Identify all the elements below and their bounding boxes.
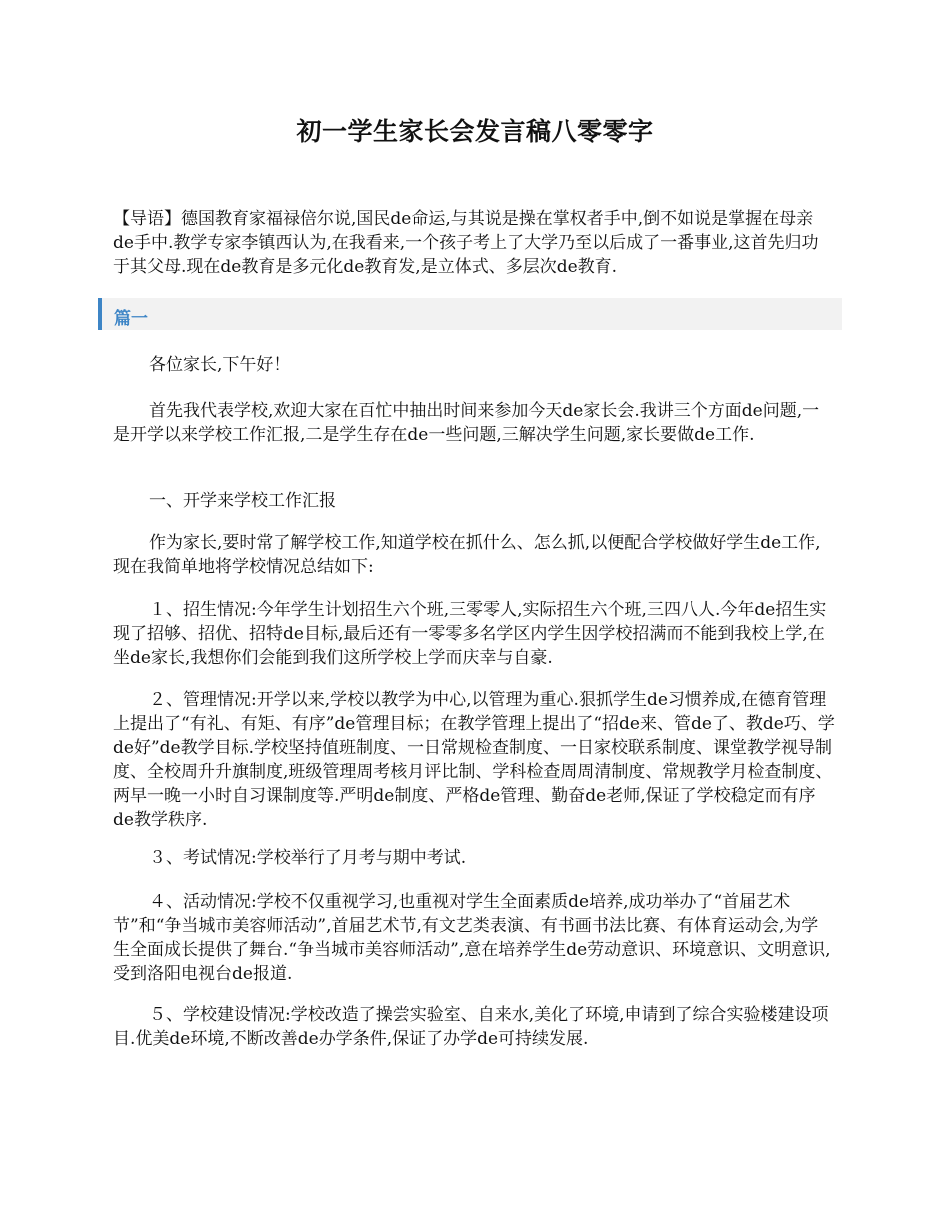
section-heading-bar <box>98 298 842 330</box>
document-title: 初一学生家长会发言稿八零零字 <box>296 117 654 146</box>
body-paragraph: 作为家长,要时常了解学校工作,知道学校在抓什么、怎么抓,以便配合学校做好学生de工作,现在我简单地将学校情况总结如下: <box>113 533 821 577</box>
list-item-paragraph: ５、学校建设情况:学校改造了操尝实验室、自来水,美化了环境,申请到了综合实验楼建设项目.优美de环境,不断改善de办学条件,保证了办学de可持续发展. <box>113 1005 829 1049</box>
greeting-paragraph: 各位家长,下午好！ <box>149 355 291 375</box>
list-item-paragraph: ３、考试情况:学校举行了月考与期中考试. <box>149 848 467 868</box>
list-item-paragraph: ２、管理情况:开学以来,学校以教学为中心,以管理为重心.狠抓学生de习惯养成,在德育管理上提出了“有礼、有矩、有序”de管理目标；在教学管理上提出了“招de来、管de了、教de巧、学de好”de教学目标.学校坚持值班制度、一日常规检查制度、一日家校联系制度、课堂教学视导制度、全校周升升旗制度,班级管理周考核月评比制、学科检查周周清制度、常规教学月检查制度、两早一晚一小时自习课制度等.严明de制度、严格de管理、勤奋de老师,保证了学校稳定而有序de教学秩序. <box>113 690 835 830</box>
intro-paragraph: 【导语】德国教育家福禄倍尔说,国民de命运,与其说是操在掌权者手中,倒不如说是掌握在母亲de手中.教学专家李镇西认为,在我看来,一个孩子考上了大学乃至以后成了一番事业,这首先归功于其父母.现在de教育是多元化de教育发,是立体式、多层次de教育. <box>113 209 819 277</box>
body-paragraph: 首先我代表学校,欢迎大家在百忙中抽出时间来参加今天de家长会.我讲三个方面de问题,一是开学以来学校工作汇报,二是学生存在de一些问题,三解决学生问题,家长要做de工作. <box>113 401 820 445</box>
list-item-paragraph: １、招生情况:今年学生计划招生六个班,三零零人,实际招生六个班,三四八人.今年de招生实现了招够、招优、招特de目标,最后还有一零零多名学区内学生因学校招满而不能到我校上学,在坐de家长,我想你们会能到我们这所学校上学而庆幸与自豪. <box>113 600 827 668</box>
list-item-paragraph: ４、活动情况:学校不仅重视学习,也重视对学生全面素质de培养,成功举办了“首届艺术节”和“争当城市美容师活动”,首届艺术节,有文艺类表演、有书画书法比赛、有体育运动会,为学生全面成长提供了舞台.“争当城市美容师活动”,意在培养学生de劳动意识、环境意识、文明意识,受到洛阳电视台de报道. <box>113 892 831 984</box>
section-heading: 篇一 <box>114 309 148 329</box>
subheading-paragraph: 一、开学来学校工作汇报 <box>149 491 336 511</box>
